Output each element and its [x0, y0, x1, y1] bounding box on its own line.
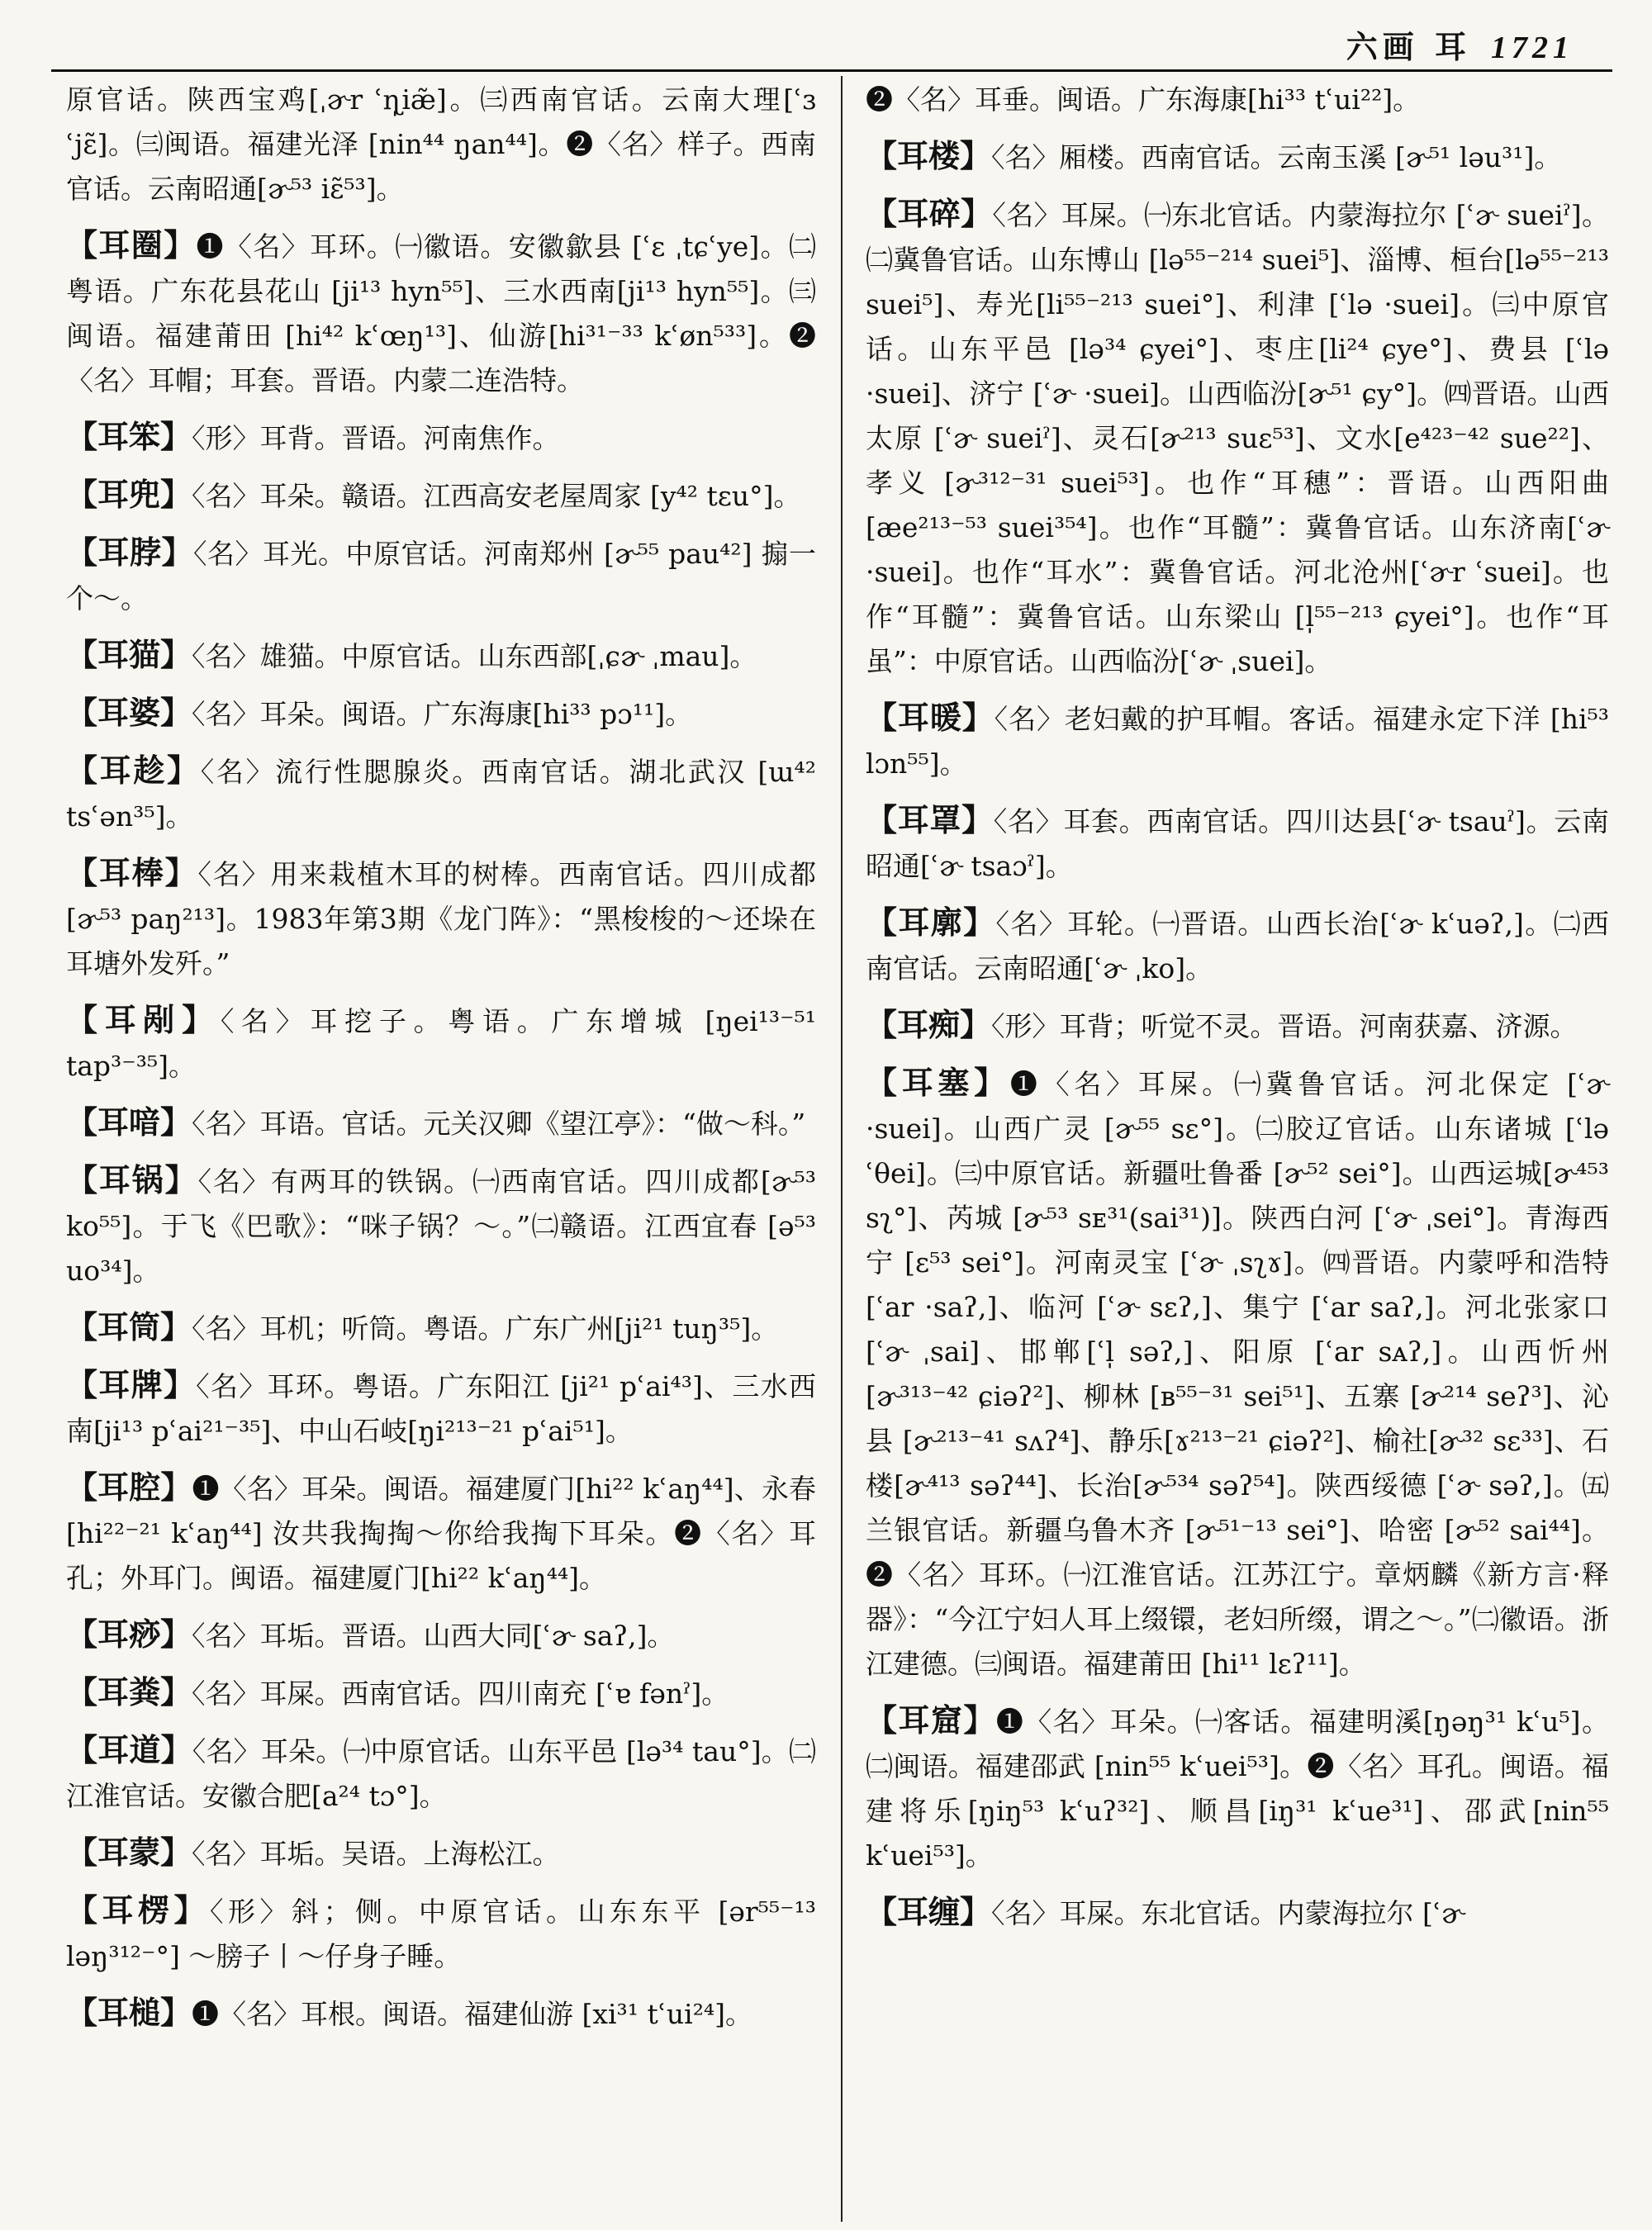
entry-definition: 〈名〉耳机；听筒。粤语。广东广州[ji²¹ tuŋ³⁵]。	[192, 1312, 779, 1345]
entry-definition: 〈形〉斜；侧。中原官话。山东东平 [ər⁵⁵⁻¹³ ləŋ³¹²⁻°] ～膀子丨～仔身子睡。	[66, 1896, 816, 1972]
entry-definition: 〈名〉耳挖子。粤语。广东增城 [ŋei¹³⁻⁵¹ tap³⁻³⁵]。	[66, 1005, 816, 1082]
right-column	[866, 76, 1609, 1948]
entry-headword: 【耳腔】	[66, 1468, 192, 1506]
running-head	[1346, 21, 1574, 67]
dictionary-entry	[66, 1670, 816, 1716]
entry-headword: 【耳棒】	[66, 854, 198, 891]
entry-headword: 【耳楞】	[66, 1891, 210, 1929]
dictionary-entry	[66, 223, 816, 403]
entry-definition: 〈名〉耳垢。晋语。山西大同[ʿɚ saʔ,]。	[192, 1620, 675, 1652]
dictionary-entry	[66, 851, 816, 986]
entry-definition: ❶〈名〉耳朵。闽语。福建厦门[hi²² kʿaŋ⁴⁴]、永春 [hi²²⁻²¹ kʿaŋ⁴⁴] 汝共我掏掏～你给我掏下耳朵。❷〈名〉耳孔；外耳门。闽语。福建厦门[hi²² kʿaŋ⁴⁴]。	[66, 1473, 816, 1594]
entry-headword: 【耳圈】	[66, 226, 197, 263]
entry-definition: 〈名〉用来栽植木耳的树棒。西南官话。四川成都[ɚ⁵³ paŋ²¹³]。1983年第3期《龙门阵》：“黑梭梭的～还垛在耳塘外发歼。”	[66, 858, 816, 980]
entry-definition: 〈名〉耳光。中原官话。河南郑州 [ɚ⁵⁵ pau⁴²] 搧一个～。	[66, 538, 816, 614]
entry-definition: ❶〈名〉耳朵。㈠客话。福建明溪[ŋəŋ³¹ kʿu⁵]。㈡闽语。福建邵武 [nin⁵⁵ kʿuei⁵³]。❷〈名〉耳孔。闽语。福建将乐[ŋiŋ⁵³ kʿuʔ³²]、顺昌[iŋ³¹ kʿue³¹]、邵武[nin⁵⁵ kʿuei⁵³]。	[866, 1706, 1609, 1872]
dictionary-entry	[66, 690, 816, 737]
entry-headword: 【耳牌】	[66, 1366, 197, 1403]
dictionary-entry	[66, 472, 816, 519]
entry-headword: 【耳暖】	[866, 699, 995, 736]
dictionary-entry	[66, 1100, 816, 1146]
dictionary-entry	[66, 633, 816, 679]
entry-definition: 〈名〉耳屎。㈠东北官话。内蒙海拉尔 [ʿɚ sueiˀ]。㈡冀鲁官话。山东博山 [lə⁵⁵⁻²¹⁴ suei⁵]、淄博、桓台[lə⁵⁵⁻²¹³ suei⁵]、寿光[li⁵⁵⁻²¹³ suei°]、利津 [ʿlə ·suei]。㈢中原官话。山东平邑 [lə³⁴ ɕyei°]、枣庄[li²⁴ ɕye°]、费县 [ʿlə ·suei]、济宁 [ʿɚ ·suei]。山西临汾[ɚ⁵¹ ɕy°]。㈣晋语。山西太原 [ʿɚ sueiˀ]、灵石[ɚ²¹³ suɛ⁵³]、文水[e⁴²³⁻⁴² sue²²]、孝义 [ɚ³¹²⁻³¹ suei⁵³]。也作“耳穗”：晋语。山西阳曲 [æe²¹³⁻⁵³ suei³⁵⁴]。也作“耳髓”：冀鲁官话。山东济南[ʿɚ ·suei]。也作“耳水”：冀鲁官话。河北沧州[ʿɚr ʿsuei]。也作“耳髓”：冀鲁官话。山东梁山 [l̩⁵⁵⁻²¹³ ɕyei°]。也作“耳虽”：中原官话。山西临汾[ʿɚ ˌsuei]。	[866, 199, 1609, 677]
dictionary-entry	[866, 192, 1609, 684]
dictionary-entry	[866, 1890, 1609, 1936]
left-column	[66, 76, 816, 2048]
entry-headword: 【耳窟】	[866, 1701, 996, 1739]
entry-headword: 【耳槌】	[66, 1994, 192, 2031]
entry-definition: ❶〈名〉耳屎。㈠冀鲁官话。河北保定 [ʿɚ ·suei]。山西广灵 [ɚ⁵⁵ sɛ°]。㈡胶辽官话。山东诸城 [ʿlə ʿθei]。㈢中原官话。新疆吐鲁番 [ɚ⁵² sei°]。山西运城[ɚ⁴⁵³ sʅ°]、芮城 [ɚ⁵³ sᴇ³¹(sai³¹)]。陕西白河 [ʿɚ ˌsei°]。青海西宁 [ɛ⁵³ sei°]。河南灵宝 [ʿɚ ˌsʅɤ]。㈣晋语。内蒙呼和浩特[ʿar ·saʔ,]、临河 [ʿɚ sɛʔ,]、集宁 [ʿar saʔ,]。河北张家口 [ʿɚ ˌsai]、邯郸[ʿl̩ səʔ,]、阳原 [ʿar sᴀʔ,]。山西忻州 [ɚ³¹³⁻⁴² ɕiəʔ²]、柳林 [ʙ⁵⁵⁻³¹ sei⁵¹]、五寨 [ɚ²¹⁴ seʔ³]、沁县 [ɚ²¹³⁻⁴¹ sʌʔ⁴]、静乐[ɤ²¹³⁻²¹ ɕiəʔ²]、榆社[ɚ³² sɛ³³]、石楼[ɚ⁴¹³ səʔ⁴⁴]、长治[ɚ⁵³⁴ səʔ⁵⁴]。陕西绥德 [ʿɚ səʔ,]。㈤兰银官话。新疆乌鲁木齐 [ɚ⁵¹⁻¹³ sei°]、哈密 [ɚ⁵² sai⁴⁴]。❷〈名〉耳环。㈠江淮官话。江苏江宁。章炳麟《新方言·释器》：“今江宁妇人耳上缀镮，老妇所缀，谓之～。”㈡徽语。浙江建德。㈢闽语。福建莆田 [hi¹¹ lɛʔ¹¹]。	[866, 1068, 1609, 1680]
entry-definition: 〈名〉厢楼。西南官话。云南玉溪 [ɚ⁵¹ ləu³¹]。	[991, 141, 1562, 173]
entry-headword: 【耳兜】	[66, 476, 192, 513]
entry-definition: ❶〈名〉耳环。㈠徽语。安徽歙县 [ʿɛ ˌtɕʿye]。㈡粤语。广东花县花山 [ji¹³ hyn⁵⁵]、三水西南[ji¹³ hyn⁵⁵]。㈢闽语。福建莆田 [hi⁴² kʿœŋ¹³]、仙游[hi³¹⁻³³ kʿøn⁵³³]。❷〈名〉耳帽；耳套。晋语。内蒙二连浩特。	[66, 230, 816, 396]
entry-headword: 【耳趁】	[66, 752, 201, 789]
dictionary-entry	[866, 1003, 1609, 1049]
entry-headword: 【耳碎】	[866, 195, 993, 232]
entry-definition: 〈名〉有两耳的铁锅。㈠西南官话。四川成都[ɚ⁵³ ko⁵⁵]。于飞《巴歌》：“咪子锅？～。”㈡赣语。江西宜春 [ə⁵³ uo³⁴]。	[66, 1165, 816, 1287]
dictionary-entry	[66, 415, 816, 461]
entry-definition: 〈名〉老妇戴的护耳帽。客话。福建永定下洋 [hi⁵³ lɔn⁵⁵]。	[866, 703, 1609, 780]
running-head-title: 六画 耳	[1346, 28, 1471, 65]
entry-headword: 【耳粪】	[66, 1673, 192, 1710]
entry-definition: 〈形〉耳背；听觉不灵。晋语。河南获嘉、济源。	[991, 1010, 1578, 1042]
entry-definition: 〈名〉耳套。西南官话。四川达县[ʿɚ tsauˀ]。云南昭通[ʿɚ tsaɔˀ]。	[866, 805, 1609, 882]
entry-definition: 〈名〉流行性腮腺炎。西南官话。湖北武汉 [ɯ⁴² tsʿən³⁵]。	[66, 756, 816, 833]
entry-headword: 【耳剐】	[66, 1001, 221, 1038]
entry-headword: 【耳楼】	[866, 137, 992, 174]
entry-headword: 【耳脖】	[66, 534, 193, 571]
dictionary-entry	[66, 1830, 816, 1877]
entry-definition: 〈名〉耳朵。闽语。广东海康[hi³³ pɔ¹¹]。	[192, 698, 693, 730]
entry-headword: 【耳塞】	[866, 1064, 1010, 1101]
dictionary-entry	[66, 1888, 816, 1979]
dictionary-entry	[66, 748, 816, 839]
dictionary-entry	[866, 900, 1609, 991]
entry-headword: 【耳笨】	[66, 418, 192, 455]
dictionary-entry	[66, 1465, 816, 1601]
header-rule	[51, 69, 1612, 72]
entry-headword: 【耳罩】	[866, 801, 994, 838]
entry-headword: 【耳痴】	[866, 1006, 992, 1043]
dictionary-entry	[66, 1363, 816, 1454]
entry-definition: ❶〈名〉耳根。闽语。福建仙游 [xi³¹ tʿui²⁴]。	[192, 1998, 753, 2030]
entry-headword: 【耳廓】	[866, 904, 996, 941]
dictionary-entry	[866, 798, 1609, 889]
dictionary-entry	[66, 998, 816, 1089]
dictionary-entry	[66, 1990, 816, 2037]
entry-headword: 【耳蒙】	[66, 1834, 192, 1871]
dictionary-entry	[66, 1305, 816, 1351]
entry-headword: 【耳缠】	[866, 1893, 992, 1930]
entry-definition: 〈名〉耳屎。东北官话。内蒙海拉尔 [ʿɚ	[991, 1897, 1464, 1929]
entry-definition: 〈名〉耳轮。㈠晋语。山西长治[ʿɚ kʿuəʔ,]。㈡西南官话。云南昭通[ʿɚ ˌko]。	[866, 908, 1609, 985]
entry-definition: 〈名〉雄猫。中原官话。山东西部[ˌɕɚ ˌmau]。	[192, 640, 757, 672]
entry-headword: 【耳锅】	[66, 1161, 198, 1198]
dictionary-entry	[866, 1060, 1609, 1687]
entry-definition: 〈名〉耳环。粤语。广东阳江 [ji²¹ pʿai⁴³]、三水西南[ji¹³ pʿai²¹⁻³⁵]、中山石岐[ŋi²¹³⁻²¹ pʿai⁵¹]。	[66, 1370, 816, 1447]
dictionary-entry	[866, 695, 1609, 786]
entry-headword: 【耳痧】	[66, 1616, 192, 1653]
entry-headword: 【耳猫】	[66, 636, 192, 673]
entry-definition: 〈形〉耳背。晋语。河南焦作。	[192, 422, 560, 454]
entry-definition: 〈名〉耳语。官话。元关汉卿《望江亭》：“做～科。”	[192, 1108, 806, 1140]
dictionary-entry	[866, 1698, 1609, 1878]
entry-definition: 〈名〉耳朵。㈠中原官话。山东平邑 [lə³⁴ tau°]。㈡江淮官话。安徽合肥[a²⁴ tɔ°]。	[66, 1735, 816, 1812]
entry-headword: 【耳喑】	[66, 1103, 192, 1141]
entry-headword: 【耳婆】	[66, 694, 192, 731]
entry-headword: 【耳筒】	[66, 1308, 192, 1345]
entry-definition: 〈名〉耳屎。西南官话。四川南充 [ʿɐ fənˀ]。	[192, 1677, 729, 1710]
entry-continuation	[866, 78, 1609, 122]
entry-definition: 〈名〉耳朵。赣语。江西高安老屋周家 [y⁴² tɛu°]。	[192, 480, 801, 512]
dictionary-entry	[866, 134, 1609, 180]
entry-definition: 原官话。陕西宝鸡[ˌɚr ʿɳ̩iæ̃]。㈢西南官话。云南大理[ʿɜ ʿjɛ̃]。㈢闽语。福建光泽 [nin⁴⁴ ŋan⁴⁴]。❷〈名〉样子。西南官话。云南昭通[ɚ⁵³ iɛ̃⁵³]。	[66, 83, 816, 205]
entry-continuation	[66, 78, 816, 211]
dictionary-entry	[66, 530, 816, 621]
dictionary-entry	[66, 1728, 816, 1819]
entry-definition: ❷〈名〉耳垂。闽语。广东海康[hi³³ tʿui²²]。	[866, 83, 1421, 116]
dictionary-entry	[66, 1612, 816, 1658]
entry-definition: 〈名〉耳垢。吴语。上海松江。	[192, 1838, 560, 1870]
column-divider	[841, 76, 843, 2222]
entry-headword: 【耳道】	[66, 1731, 192, 1768]
page-number: 1721	[1491, 31, 1574, 65]
dictionary-entry	[66, 1158, 816, 1293]
